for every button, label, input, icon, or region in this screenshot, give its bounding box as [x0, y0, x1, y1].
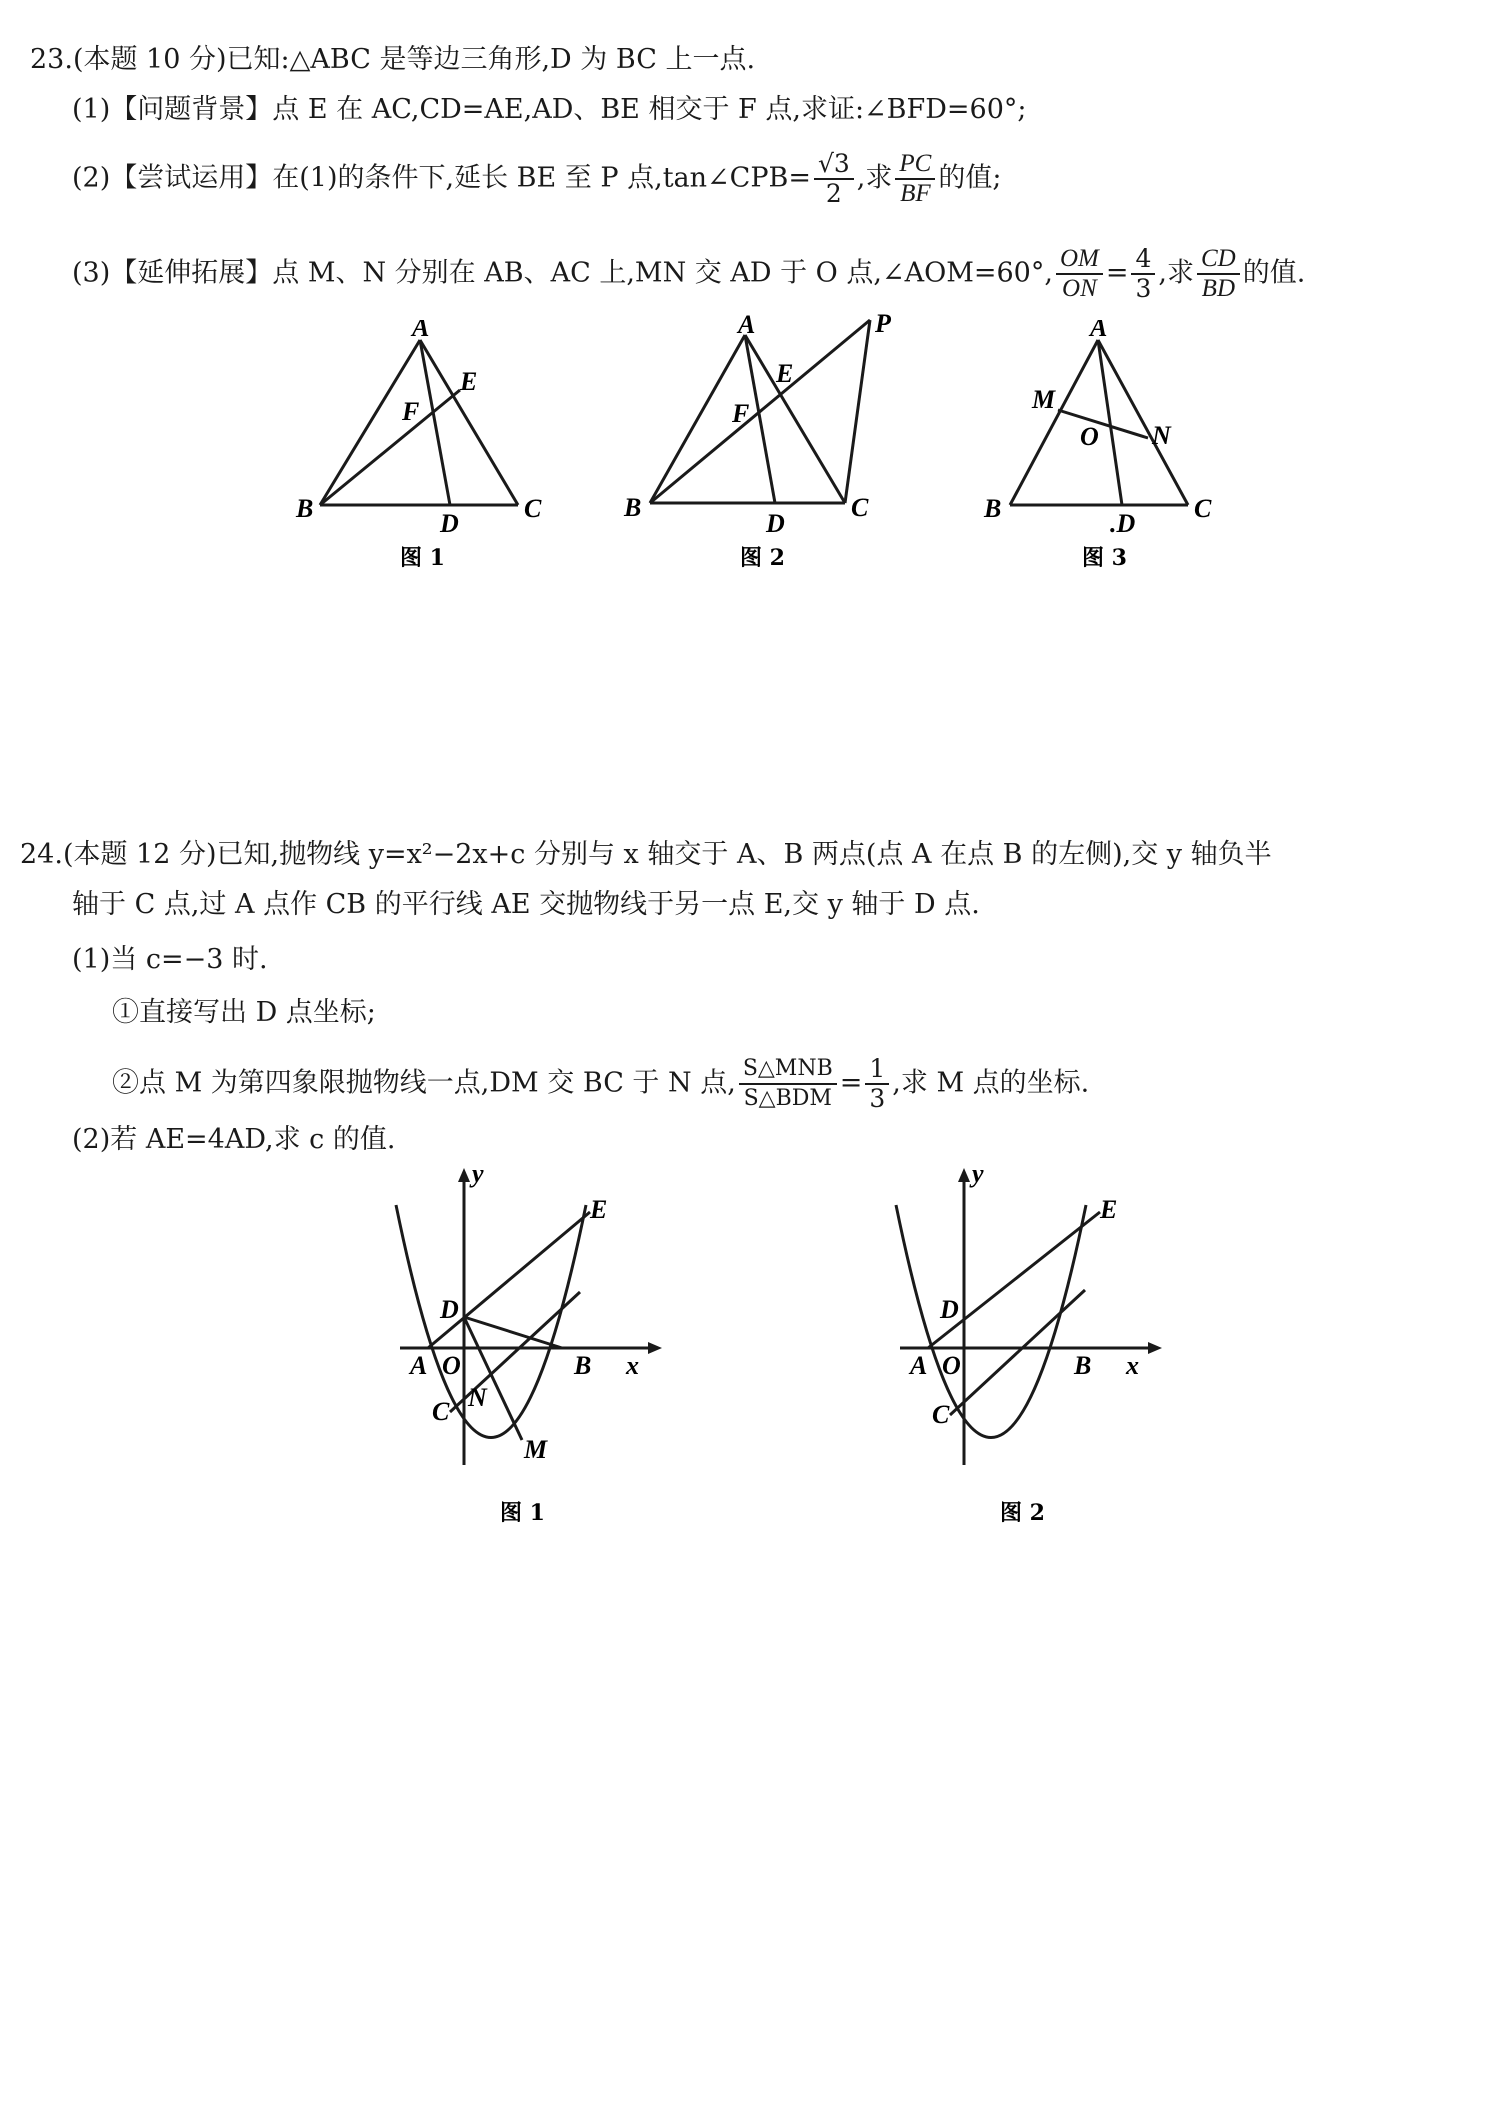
y-arrow	[458, 1168, 470, 1182]
label-a: A	[1090, 320, 1108, 342]
q24-figure-2	[880, 1160, 1180, 1530]
q23-fig3-caption: 图 3	[1082, 545, 1127, 571]
four-thirds-fraction	[1131, 245, 1155, 303]
label-f: F	[732, 399, 750, 428]
label-a: A	[738, 310, 756, 339]
q24-header: 24.(本题 12 分)已知,抛物线 y=x²−2x+c 分别与 x 轴交于 A、B 两点(点 A 在点 B 的左侧),交 y 轴负半	[20, 839, 1272, 870]
tan-fraction-num: √3	[814, 150, 854, 180]
label-e: E	[1100, 1195, 1118, 1224]
q23-header: 23.(本题 10 分)已知:△ABC 是等边三角形,D 为 BC 上一点.	[30, 44, 756, 75]
cd-bd-fraction	[1197, 245, 1240, 303]
seg-ab	[650, 335, 745, 503]
label-a: A	[410, 1351, 428, 1380]
q23-fig1-caption: 图 1	[400, 545, 445, 571]
seg-dm	[464, 1317, 522, 1440]
label-m: M	[1032, 385, 1056, 414]
q24-part1b	[112, 1055, 1089, 1113]
one-third-den: 3	[869, 1084, 886, 1113]
pc-bf-num: PC	[895, 150, 935, 180]
tan-fraction-den: 2	[825, 179, 842, 208]
label-n: N	[1152, 421, 1171, 450]
label-e: E	[590, 1195, 608, 1224]
seg-pc	[845, 320, 870, 503]
area-ratio-fraction	[739, 1055, 837, 1113]
label-e: E	[776, 359, 794, 388]
label-c: C	[1194, 494, 1212, 523]
q23-part2-mid: ,求	[856, 162, 893, 194]
q24-fig1-caption: 图 1	[500, 1500, 545, 1526]
pc-bf-fraction	[895, 150, 935, 208]
x-arrow	[1148, 1342, 1162, 1354]
om-on-num: OM	[1056, 245, 1103, 275]
q23-part2	[72, 150, 1001, 208]
label-b: B	[984, 494, 1002, 523]
label-f: F	[402, 397, 420, 426]
four-thirds-num: 4	[1131, 245, 1155, 275]
q24-part1a: ①直接写出 D 点坐标;	[112, 997, 376, 1028]
q23-part3-post: 的值.	[1242, 257, 1306, 289]
q24-part1b-post: ,求 M 点的坐标.	[892, 1067, 1090, 1099]
label-o: O	[1080, 422, 1099, 451]
tan-fraction	[814, 150, 854, 208]
om-on-fraction	[1056, 245, 1103, 303]
one-third-num: 1	[865, 1055, 889, 1085]
label-a: A	[412, 320, 430, 342]
y-arrow	[958, 1168, 970, 1182]
area-ratio-num: S△MNB	[739, 1055, 837, 1085]
label-b: B	[296, 494, 314, 523]
label-d: D	[440, 1295, 459, 1324]
om-on-den: ON	[1062, 275, 1097, 302]
q24-part1b-text: ②点 M 为第四象限抛物线一点,DM 交 BC 于 N 点,	[112, 1067, 736, 1099]
label-p: P	[875, 310, 891, 338]
label-d: D	[940, 1295, 959, 1324]
label-d: D	[440, 509, 459, 538]
q23-part3	[72, 245, 1305, 303]
q23-part3-mid: ,求	[1158, 257, 1194, 289]
label-c: C	[524, 494, 542, 523]
pc-bf-den: BF	[900, 180, 931, 207]
seg-mn	[1058, 410, 1148, 438]
label-x: x	[626, 1351, 639, 1380]
label-o: O	[442, 1351, 461, 1380]
seg-ae	[428, 1212, 590, 1348]
label-b: B	[1074, 1351, 1092, 1380]
seg-ae	[928, 1212, 1100, 1348]
label-c: C	[851, 493, 869, 522]
seg-cb	[950, 1290, 1085, 1415]
label-m: M	[524, 1435, 548, 1464]
label-y: y	[972, 1160, 984, 1188]
q23-part2-text: (2)【尝试运用】在(1)的条件下,延长 BE 至 P 点,tan∠CPB=	[72, 162, 811, 194]
label-y: y	[472, 1160, 484, 1188]
q23-part3-text: (3)【延伸拓展】点 M、N 分别在 AB、AC 上,MN 交 AD 于 O 点,∠AOM=60°,	[72, 257, 1053, 289]
q24-figure-1	[380, 1160, 680, 1530]
label-b: B	[574, 1351, 592, 1380]
cd-bd-num: CD	[1197, 245, 1240, 275]
q24-header-cont: 轴于 C 点,过 A 点作 CB 的平行线 AE 交抛物线于另一点 E,交 y 轴于 D 点.	[72, 889, 980, 920]
q23-part1: (1)【问题背景】点 E 在 AC,CD=AE,AD、BE 相交于 F 点,求证:∠BFD=60°;	[72, 94, 1027, 125]
cd-bd-den: BD	[1201, 275, 1235, 302]
q23-fig2-caption: 图 2	[740, 545, 785, 571]
label-a: A	[910, 1351, 928, 1380]
q23-part2-post: 的值;	[938, 162, 1002, 194]
q23-figure-2	[620, 310, 900, 580]
label-e: E	[460, 367, 478, 396]
q24-part2: (2)若 AE=4AD,求 c 的值.	[72, 1124, 396, 1155]
q23-part3-eq: =	[1105, 257, 1129, 289]
label-x: x	[1126, 1351, 1139, 1380]
label-d: D	[766, 509, 785, 538]
label-o: O	[942, 1351, 961, 1380]
label-c: C	[432, 1397, 450, 1426]
seg-bp	[650, 320, 870, 503]
q24-fig2-caption: 图 2	[1000, 1500, 1045, 1526]
q23-figure-1	[290, 320, 550, 580]
label-c: C	[932, 1400, 950, 1429]
label-n: N	[468, 1383, 487, 1412]
one-third-fraction	[865, 1055, 889, 1113]
label-b: B	[624, 493, 642, 522]
q23-figure-3	[970, 320, 1230, 580]
q24-part1b-eq: =	[839, 1067, 863, 1099]
parabola	[896, 1205, 1086, 1438]
area-ratio-den: S△BDM	[743, 1086, 832, 1111]
q24-part1: (1)当 c=−3 时.	[72, 944, 268, 975]
four-thirds-den: 3	[1135, 274, 1152, 303]
label-d: .D	[1110, 509, 1136, 538]
x-arrow	[648, 1342, 662, 1354]
